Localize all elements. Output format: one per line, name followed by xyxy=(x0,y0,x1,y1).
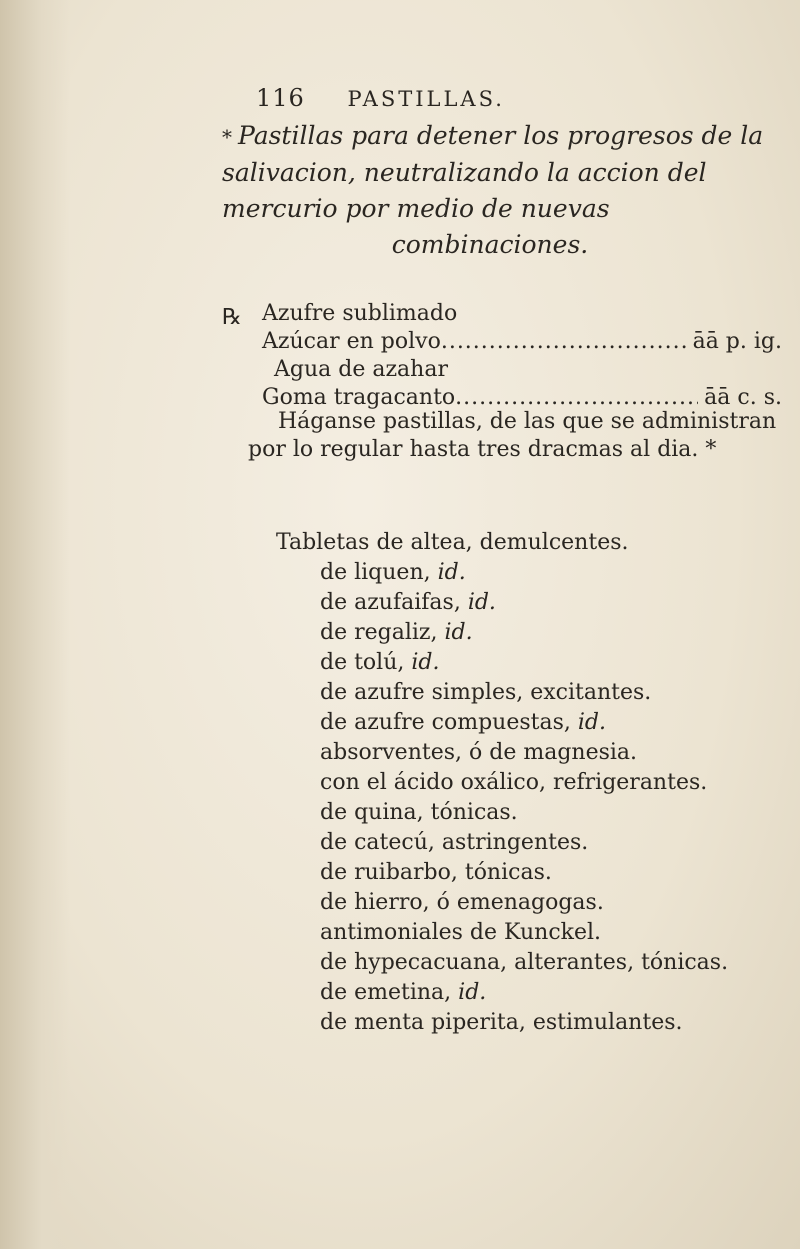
list-item xyxy=(320,558,786,588)
instruction-paragraph xyxy=(248,408,783,464)
item-text: de catecú, astringentes. xyxy=(320,830,589,855)
item-text: de tolú, xyxy=(320,650,412,675)
page-header xyxy=(256,84,505,112)
list-item xyxy=(320,618,786,648)
tablets-lead: Tabletas de altea, demulcentes. xyxy=(276,530,629,555)
title-text: Pastillas para detener los progresos de la salivacion, neutralizando la accion del mercurio por medio de nuevas xyxy=(222,121,764,223)
list-item xyxy=(320,678,786,708)
item-idem: id. xyxy=(577,710,606,735)
item-text: de liquen, xyxy=(320,560,438,585)
ingredient-row xyxy=(262,300,782,328)
item-text: de azufaifas, xyxy=(320,590,468,615)
list-item xyxy=(320,828,786,858)
item-text: de azufre simples, excitantes. xyxy=(320,680,652,705)
ingredient-name: Agua de azahar xyxy=(274,357,448,382)
list-item xyxy=(320,888,786,918)
ingredient-dose: āā c. s. xyxy=(704,385,782,410)
list-item xyxy=(320,738,786,768)
tablets-list xyxy=(276,528,786,1038)
recipe-ingredients xyxy=(222,300,782,412)
running-title: PASTILLAS. xyxy=(347,87,505,111)
page-number: 116 xyxy=(256,84,305,112)
rx-symbol: ℞ xyxy=(222,305,242,330)
item-idem: id. xyxy=(444,620,473,645)
leader-dots xyxy=(441,328,687,356)
item-text: con el ácido oxálico, refrigerantes. xyxy=(320,770,708,795)
title-last-line: combinaciones. xyxy=(391,230,589,259)
ingredient-row xyxy=(262,328,782,356)
list-item xyxy=(320,948,786,978)
recipe-title xyxy=(222,118,782,263)
item-text: de azufre compuestas, xyxy=(320,710,578,735)
item-text: de ruibarbo, tónicas. xyxy=(320,860,552,885)
item-text: absorventes, ó de magnesia. xyxy=(320,740,638,765)
list-item xyxy=(320,918,786,948)
ingredient-row xyxy=(262,356,782,384)
ingredient-dose: āā p. ig. xyxy=(692,329,782,354)
item-idem: id. xyxy=(467,590,496,615)
item-text: de regaliz, xyxy=(320,620,445,645)
list-item xyxy=(320,708,786,738)
list-item xyxy=(320,648,786,678)
item-text: de hypecacuana, alterantes, tónicas. xyxy=(320,950,729,975)
list-item xyxy=(320,588,786,618)
ingredient-name: Goma tragacanto xyxy=(262,385,456,410)
item-text: de menta piperita, estimulantes. xyxy=(320,1010,683,1035)
instruction-text: Háganse pastillas, de las que se administran por lo regular hasta tres dracmas al dia. * xyxy=(248,409,777,462)
list-item xyxy=(320,858,786,888)
title-asterisk: * xyxy=(222,125,232,149)
item-text: antimoniales de Kunckel. xyxy=(320,920,602,945)
ingredient-name: Azufre sublimado xyxy=(262,301,458,326)
list-item xyxy=(320,768,786,798)
item-text: de hierro, ó emenagogas. xyxy=(320,890,604,915)
item-idem: id. xyxy=(411,650,440,675)
item-idem: id. xyxy=(437,560,466,585)
list-item xyxy=(320,798,786,828)
list-item xyxy=(320,978,786,1008)
item-text: de emetina, xyxy=(320,980,459,1005)
item-idem: id. xyxy=(458,980,487,1005)
list-item xyxy=(320,1008,786,1038)
item-text: de quina, tónicas. xyxy=(320,800,518,825)
page-edge-shadow xyxy=(0,0,70,1249)
ingredient-name: Azúcar en polvo xyxy=(262,329,441,354)
